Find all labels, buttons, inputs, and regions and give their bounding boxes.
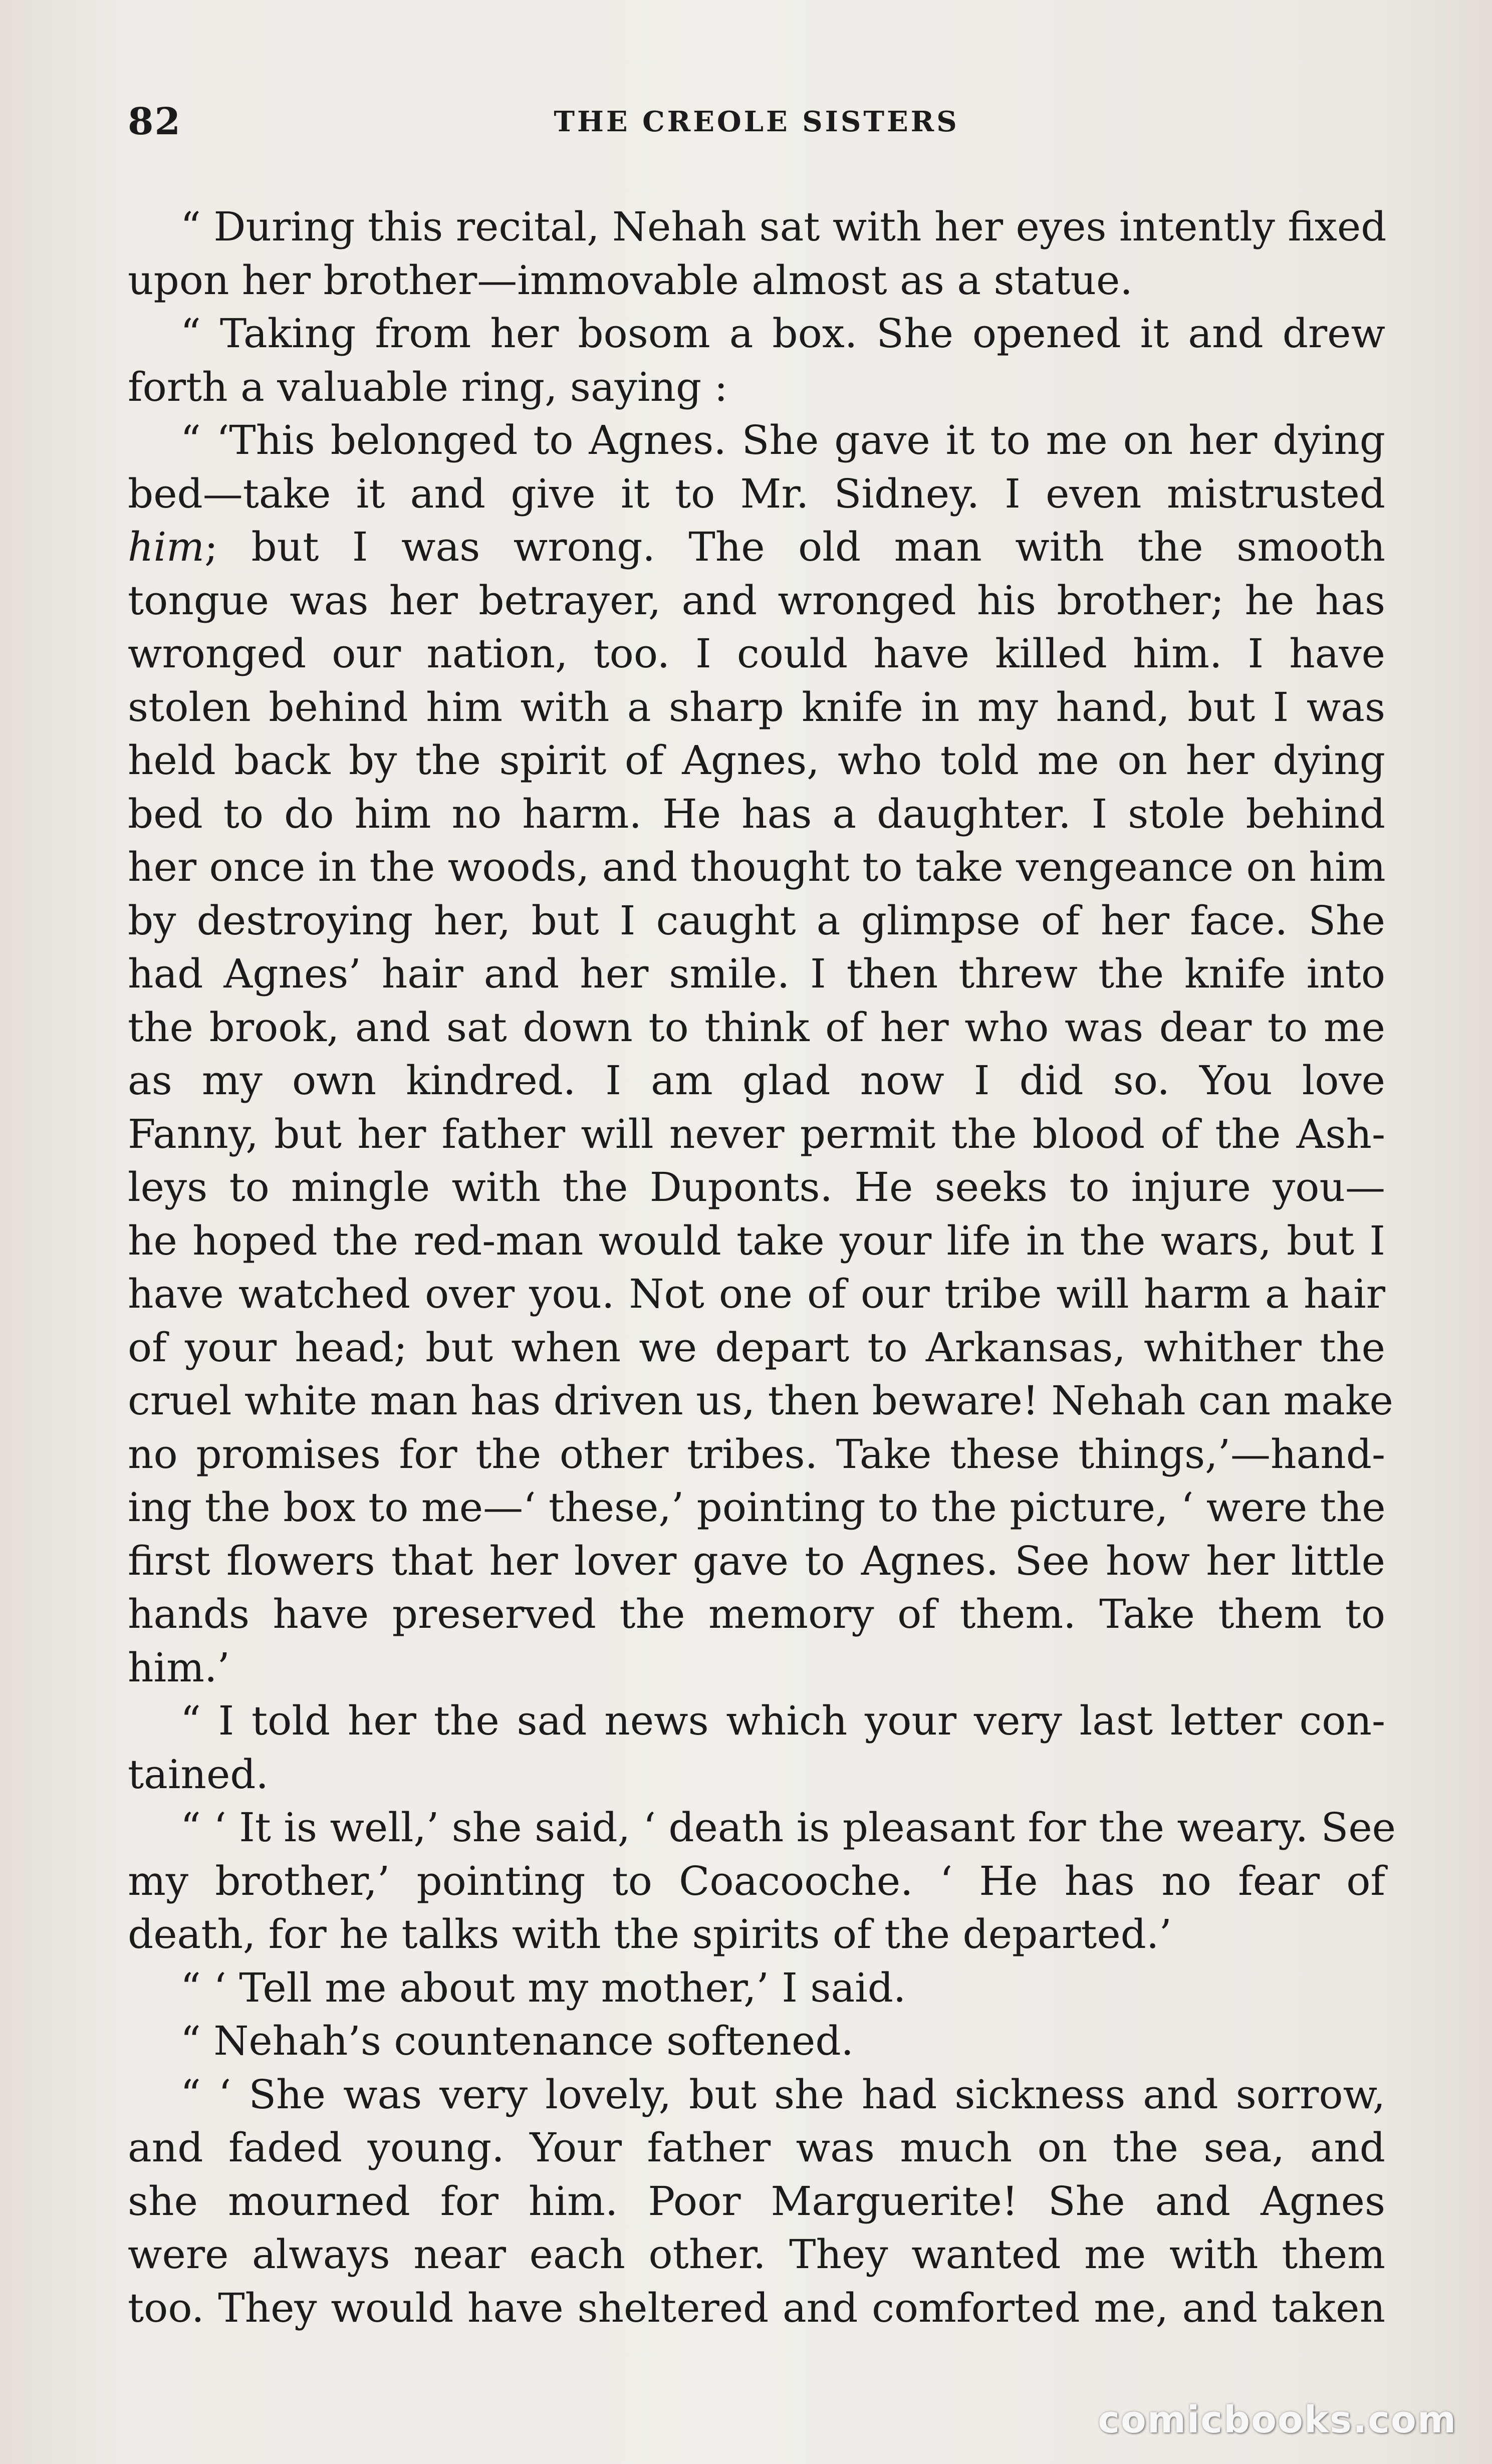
text-line: upon her brother—immovable almost as a statue. bbox=[128, 257, 1133, 304]
text-line: my brother,’ pointing to Coacooche. ‘ He has no fear of bbox=[128, 1857, 1385, 1904]
text-line: wronged our nation, too. I could have killed him. I have bbox=[128, 630, 1385, 677]
text-line: of your head; but when we depart to Arkansas, whither the bbox=[128, 1324, 1385, 1371]
text-line: hands have preserved the memory of them. Take them to bbox=[128, 1591, 1385, 1637]
text-line: Fanny, but her father will never permit the blood of the Ash- bbox=[128, 1110, 1385, 1157]
text-line: she mourned for him. Poor Marguerite! She and Agnes bbox=[128, 2177, 1385, 2225]
text-line: too. They would have sheltered and comforted me, and taken bbox=[128, 2284, 1385, 2331]
text-line: as my own kindred. I am glad now I did so. You love bbox=[128, 1057, 1385, 1104]
text-line: tongue was her betrayer, and wronged his brother; he has bbox=[128, 577, 1385, 624]
text-line: “ Taking from her bosom a box. She opened it and drew bbox=[180, 310, 1385, 357]
text-line: “ ‘ It is well,’ she said, ‘ death is pleasant for the weary. See bbox=[180, 1804, 1396, 1851]
text-line: he hoped the red-man would take your life in the wars, but I bbox=[128, 1217, 1385, 1264]
text-line: “ ‘This belonged to Agnes. She gave it to me on her dying bbox=[180, 417, 1385, 463]
text-line: “ I told her the sad news which your very last letter con- bbox=[180, 1697, 1385, 1744]
text-line: “ ‘ She was very lovely, but she had sickness and sorrow, bbox=[180, 2071, 1385, 2118]
text-line: forth a valuable ring, saying : bbox=[128, 363, 728, 410]
watermark: comicbooks.com bbox=[1098, 2398, 1457, 2441]
text-line: first flowers that her lover gave to Agnes. See how her little bbox=[128, 1537, 1385, 1584]
text-line: the brook, and sat down to think of her who was dear to me bbox=[128, 1004, 1385, 1051]
text-line: bed—take it and give it to Mr. Sidney. I even mistrusted bbox=[128, 470, 1385, 517]
text-line: no promises for the other tribes. Take these things,’—hand- bbox=[128, 1430, 1385, 1477]
text-line: him.’ bbox=[128, 1644, 230, 1691]
text-line: him; but I was wrong. The old man with the smooth bbox=[128, 524, 1385, 570]
text-line: her once in the woods, and thought to take vengeance on him bbox=[128, 844, 1386, 890]
text-line: bed to do him no harm. He has a daughter. I stole behind bbox=[128, 790, 1385, 837]
page-number: 82 bbox=[128, 100, 181, 143]
text-line: have watched over you. Not one of our tribe will harm a hair bbox=[128, 1271, 1385, 1317]
text-line: held back by the spirit of Agnes, who told me on her dying bbox=[128, 737, 1385, 784]
running-head bbox=[128, 100, 1385, 155]
text-line: had Agnes’ hair and her smile. I then threw the knife into bbox=[128, 950, 1385, 997]
text-line: ing the box to me—‘ these,’ pointing to the picture, ‘ were the bbox=[128, 1484, 1386, 1531]
text-line: “ ‘ Tell me about my mother,’ I said. bbox=[180, 1964, 906, 2011]
text-line: tained. bbox=[128, 1751, 269, 1798]
text-line: by destroying her, but I caught a glimpse of her face. She bbox=[128, 897, 1385, 944]
text-line: stolen behind him with a sharp knife in my hand, but I was bbox=[128, 683, 1385, 730]
text-line: and faded young. Your father was much on the sea, and bbox=[128, 2124, 1385, 2171]
text-line: cruel white man has driven us, then beware! Nehah can make bbox=[128, 1377, 1393, 1424]
body-text bbox=[128, 200, 1396, 2335]
text-line: leys to mingle with the Duponts. He seeks to injure you— bbox=[128, 1164, 1385, 1210]
text-line: were always near each other. They wanted me with them bbox=[128, 2231, 1385, 2278]
text-line: “ During this recital, Nehah sat with her eyes intently fixed bbox=[180, 203, 1387, 250]
text-line: death, for he talks with the spirits of the departed.’ bbox=[128, 1911, 1172, 1957]
text-line: “ Nehah’s countenance softened. bbox=[180, 2018, 854, 2064]
book-title: THE CREOLE SISTERS bbox=[554, 105, 959, 138]
